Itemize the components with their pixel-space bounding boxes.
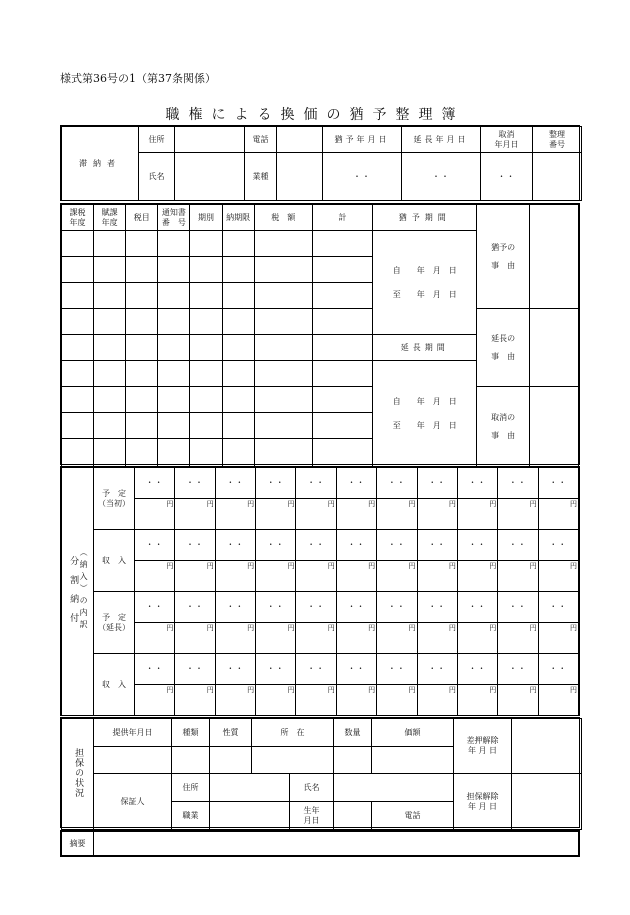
cancel-reason-label: 取消の 事 由 bbox=[477, 387, 529, 467]
installment-amount-cell[interactable]: 円 bbox=[215, 623, 255, 654]
tax-cell[interactable] bbox=[190, 439, 222, 467]
installment-date-cell[interactable]: ・・ bbox=[377, 530, 417, 561]
installment-date-cell[interactable]: ・・ bbox=[135, 654, 175, 685]
form-number: 様式第36号の1（第37条関係） bbox=[60, 72, 216, 85]
guarantor-name-label: 氏名 bbox=[290, 774, 334, 802]
installment-amount-cell[interactable]: 円 bbox=[175, 685, 215, 716]
installment-date-cell[interactable]: ・・ bbox=[498, 468, 538, 499]
due-date-header: 納期限 bbox=[222, 205, 254, 231]
installment-type-label: 収 入 bbox=[94, 654, 135, 716]
deferral-reason-field[interactable] bbox=[529, 205, 578, 309]
installment-date-cell[interactable]: ・・ bbox=[175, 592, 215, 623]
tax-cell[interactable] bbox=[254, 283, 312, 309]
tax-cell[interactable] bbox=[126, 257, 158, 283]
tax-cell[interactable] bbox=[62, 283, 94, 309]
installment-date-cell[interactable]: ・・ bbox=[336, 654, 376, 685]
installment-row bbox=[62, 592, 579, 623]
installment-date-cell[interactable]: ・・ bbox=[377, 468, 417, 499]
tax-cell[interactable] bbox=[62, 387, 94, 413]
tax-cell[interactable] bbox=[312, 257, 372, 283]
business-field[interactable] bbox=[277, 153, 323, 201]
seizure-release-field[interactable] bbox=[512, 719, 582, 774]
installment-date-cell[interactable]: ・・ bbox=[498, 530, 538, 561]
tax-cell[interactable] bbox=[254, 413, 312, 439]
tax-cell[interactable] bbox=[126, 309, 158, 335]
offer-date-header: 提供年月日 bbox=[94, 719, 172, 747]
offer-date-field[interactable] bbox=[94, 747, 172, 774]
extension-reason-field[interactable] bbox=[529, 309, 578, 387]
installment-date-cell[interactable]: ・・ bbox=[296, 468, 336, 499]
tax-cell[interactable] bbox=[94, 257, 126, 283]
tax-cell[interactable] bbox=[222, 439, 254, 467]
birth-date-label: 生年 月日 bbox=[290, 802, 334, 830]
deferral-period-header: 猶予期間 bbox=[373, 205, 477, 231]
guarantor-address-label: 住所 bbox=[172, 774, 210, 802]
tax-cell[interactable] bbox=[94, 283, 126, 309]
remarks-section bbox=[60, 830, 580, 857]
installment-amount-cell[interactable]: 円 bbox=[377, 499, 417, 530]
installment-date-cell[interactable]: ・・ bbox=[498, 592, 538, 623]
tax-cell[interactable] bbox=[222, 335, 254, 361]
guarantor-name-field[interactable] bbox=[334, 774, 454, 802]
tax-item-header: 税目 bbox=[126, 205, 158, 231]
extension-reason-label: 延長の 事 由 bbox=[477, 309, 529, 387]
tax-cell[interactable] bbox=[126, 361, 158, 387]
installment-amount-cell[interactable]: 円 bbox=[377, 561, 417, 592]
phone-label: 電話 bbox=[245, 127, 277, 153]
tax-cell[interactable] bbox=[254, 231, 312, 257]
tax-cell[interactable] bbox=[254, 361, 312, 387]
tax-cell[interactable] bbox=[254, 439, 312, 467]
installment-amount-cell[interactable]: 円 bbox=[417, 561, 457, 592]
extension-period-label: 延長期間 bbox=[373, 335, 477, 361]
security-release-label: 担保解除 年 月 日 bbox=[454, 774, 512, 830]
installment-date-cell[interactable]: ・・ bbox=[215, 654, 255, 685]
installment-amount-cell[interactable]: 円 bbox=[256, 623, 296, 654]
installment-header: 期別 bbox=[190, 205, 222, 231]
installment-amount-cell[interactable]: 円 bbox=[538, 499, 578, 530]
collateral-side-label: 担保の状況 bbox=[62, 719, 94, 830]
cancel-reason-field[interactable] bbox=[529, 387, 578, 467]
remarks-label: 摘要 bbox=[62, 832, 94, 856]
tax-cell[interactable] bbox=[222, 257, 254, 283]
installment-amount-cell[interactable]: 円 bbox=[538, 623, 578, 654]
security-release-field[interactable] bbox=[512, 774, 582, 830]
defer-date-label: 猶予年月日 bbox=[323, 127, 402, 153]
installment-amount-cell[interactable]: 円 bbox=[336, 685, 376, 716]
tax-cell[interactable] bbox=[222, 361, 254, 387]
installment-amount-cell[interactable]: 円 bbox=[457, 623, 497, 654]
installment-row bbox=[62, 468, 579, 499]
installment-amount-cell[interactable]: 円 bbox=[336, 561, 376, 592]
tax-cell[interactable] bbox=[62, 413, 94, 439]
installment-date-cell[interactable]: ・・ bbox=[417, 592, 457, 623]
tax-cell[interactable] bbox=[94, 413, 126, 439]
tax-cell[interactable] bbox=[158, 413, 190, 439]
installment-amount-cell[interactable]: 円 bbox=[457, 685, 497, 716]
defer-date-field[interactable]: ・・ bbox=[323, 153, 402, 201]
business-label: 業種 bbox=[245, 153, 277, 201]
installment-amount-cell[interactable]: 円 bbox=[175, 561, 215, 592]
installment-date-cell[interactable]: ・・ bbox=[377, 654, 417, 685]
installment-date-cell[interactable]: ・・ bbox=[215, 592, 255, 623]
installment-date-cell[interactable]: ・・ bbox=[296, 530, 336, 561]
tax-cell[interactable] bbox=[126, 387, 158, 413]
installment-date-cell[interactable]: ・・ bbox=[538, 468, 578, 499]
tax-cell[interactable] bbox=[94, 387, 126, 413]
taxpayer-label: 滞納者 bbox=[62, 127, 139, 201]
tax-cell[interactable] bbox=[190, 413, 222, 439]
installment-amount-cell[interactable]: 円 bbox=[377, 623, 417, 654]
installment-date-cell[interactable]: ・・ bbox=[457, 530, 497, 561]
tax-cell[interactable] bbox=[62, 335, 94, 361]
tax-cell[interactable] bbox=[190, 257, 222, 283]
tax-cell[interactable] bbox=[254, 387, 312, 413]
installment-date-cell[interactable]: ・・ bbox=[296, 592, 336, 623]
tax-cell[interactable] bbox=[312, 283, 372, 309]
installment-date-cell[interactable]: ・・ bbox=[175, 654, 215, 685]
installment-row bbox=[62, 499, 579, 530]
reference-number-field[interactable] bbox=[533, 153, 582, 201]
installment-date-cell[interactable]: ・・ bbox=[417, 530, 457, 561]
tax-cell[interactable] bbox=[312, 413, 372, 439]
installment-side-sub-label: （納入）の内訳 bbox=[79, 548, 89, 632]
amount-header: 税 額 bbox=[254, 205, 312, 231]
installment-amount-cell[interactable]: 円 bbox=[498, 499, 538, 530]
installment-date-cell[interactable]: ・・ bbox=[538, 654, 578, 685]
installment-date-cell[interactable]: ・・ bbox=[175, 468, 215, 499]
quantity-field[interactable] bbox=[334, 747, 372, 774]
installment-amount-cell[interactable]: 円 bbox=[215, 499, 255, 530]
installment-date-cell[interactable]: ・・ bbox=[457, 592, 497, 623]
phone-field[interactable] bbox=[277, 127, 323, 153]
installment-date-cell[interactable]: ・・ bbox=[135, 592, 175, 623]
tax-cell[interactable] bbox=[158, 283, 190, 309]
installment-amount-cell[interactable]: 円 bbox=[135, 623, 175, 654]
installment-date-cell[interactable]: ・・ bbox=[135, 530, 175, 561]
installment-amount-cell[interactable]: 円 bbox=[417, 685, 457, 716]
location-header: 所 在 bbox=[252, 719, 334, 747]
tax-cell[interactable] bbox=[254, 335, 312, 361]
installment-amount-cell[interactable]: 円 bbox=[538, 685, 578, 716]
installment-amount-cell[interactable]: 円 bbox=[256, 499, 296, 530]
installment-date-cell[interactable]: ・・ bbox=[336, 530, 376, 561]
name-field[interactable] bbox=[175, 153, 245, 201]
tax-row bbox=[62, 309, 579, 335]
installment-type-label: 予 定 （延長） bbox=[94, 592, 135, 654]
installment-date-cell[interactable]: ・・ bbox=[417, 654, 457, 685]
tax-cell[interactable] bbox=[312, 335, 372, 361]
deferral-period-field[interactable]: 自 年 月 日 至 年 月 日 bbox=[373, 231, 477, 335]
tax-cell[interactable] bbox=[158, 361, 190, 387]
installment-amount-cell[interactable]: 円 bbox=[135, 685, 175, 716]
tax-cell[interactable] bbox=[62, 231, 94, 257]
tax-row bbox=[62, 387, 579, 413]
assessment-year-header: 賦課 年度 bbox=[94, 205, 126, 231]
extension-period-field[interactable]: 自 年 月 日 至 年 月 日 bbox=[373, 361, 477, 467]
installment-date-cell[interactable]: ・・ bbox=[336, 592, 376, 623]
kind-header: 種類 bbox=[172, 719, 210, 747]
tax-cell[interactable] bbox=[312, 309, 372, 335]
tax-cell[interactable] bbox=[158, 439, 190, 467]
installment-date-cell[interactable]: ・・ bbox=[175, 530, 215, 561]
installment-date-cell[interactable]: ・・ bbox=[256, 592, 296, 623]
tax-cell[interactable] bbox=[312, 231, 372, 257]
extension-date-field[interactable]: ・・ bbox=[402, 153, 481, 201]
reference-label: 整理 番号 bbox=[533, 127, 582, 153]
tax-cell[interactable] bbox=[222, 231, 254, 257]
installment-date-cell[interactable]: ・・ bbox=[215, 530, 255, 561]
installment-amount-cell[interactable]: 円 bbox=[296, 499, 336, 530]
tax-cell[interactable] bbox=[254, 309, 312, 335]
installment-amount-cell[interactable]: 円 bbox=[498, 561, 538, 592]
installment-date-cell[interactable]: ・・ bbox=[215, 468, 255, 499]
installment-date-cell[interactable]: ・・ bbox=[336, 468, 376, 499]
tax-detail-section bbox=[60, 203, 580, 465]
tax-cell[interactable] bbox=[62, 257, 94, 283]
installment-date-cell[interactable]: ・・ bbox=[538, 530, 578, 561]
tax-cell[interactable] bbox=[190, 335, 222, 361]
kind-field[interactable] bbox=[172, 747, 210, 774]
tax-cell[interactable] bbox=[126, 413, 158, 439]
tax-cell[interactable] bbox=[254, 257, 312, 283]
tax-cell[interactable] bbox=[158, 231, 190, 257]
installment-date-cell[interactable]: ・・ bbox=[377, 592, 417, 623]
tax-cell[interactable] bbox=[126, 439, 158, 467]
tax-cell[interactable] bbox=[94, 335, 126, 361]
installment-date-cell[interactable]: ・・ bbox=[538, 592, 578, 623]
nature-header: 性質 bbox=[210, 719, 252, 747]
cancel-date-field[interactable]: ・・ bbox=[481, 153, 533, 201]
installment-date-cell[interactable]: ・・ bbox=[256, 468, 296, 499]
installment-amount-cell[interactable]: 円 bbox=[377, 685, 417, 716]
occupation-label: 職業 bbox=[172, 802, 210, 830]
installment-row bbox=[62, 623, 579, 654]
guarantor-phone-label: 電話 bbox=[372, 802, 454, 830]
tax-cell[interactable] bbox=[126, 283, 158, 309]
installment-amount-cell[interactable]: 円 bbox=[135, 499, 175, 530]
seizure-release-label: 差押解除 年 月 日 bbox=[454, 719, 512, 774]
installment-type-label: 予 定 （当初） bbox=[94, 468, 135, 530]
installment-date-cell[interactable]: ・・ bbox=[498, 654, 538, 685]
installment-amount-cell[interactable]: 円 bbox=[296, 561, 336, 592]
tax-cell[interactable] bbox=[222, 387, 254, 413]
installment-amount-cell[interactable]: 円 bbox=[296, 685, 336, 716]
page-title: 職権による換価の猶予整理簿 bbox=[165, 107, 465, 123]
valuation-header: 価額 bbox=[372, 719, 454, 747]
installment-row bbox=[62, 685, 579, 716]
installment-amount-cell[interactable]: 円 bbox=[215, 561, 255, 592]
tax-cell[interactable] bbox=[94, 361, 126, 387]
tax-cell[interactable] bbox=[158, 387, 190, 413]
tax-cell[interactable] bbox=[62, 309, 94, 335]
guarantor-label: 保証人 bbox=[94, 774, 172, 830]
valuation-field[interactable] bbox=[372, 747, 454, 774]
tax-cell[interactable] bbox=[94, 439, 126, 467]
remarks-field[interactable] bbox=[94, 832, 579, 856]
tax-cell[interactable] bbox=[158, 335, 190, 361]
installment-amount-cell[interactable]: 円 bbox=[457, 499, 497, 530]
tax-cell[interactable] bbox=[158, 309, 190, 335]
extension-date-label: 延長年月日 bbox=[402, 127, 481, 153]
installment-amount-cell[interactable]: 円 bbox=[417, 623, 457, 654]
installment-amount-cell[interactable]: 円 bbox=[336, 499, 376, 530]
installment-date-cell[interactable]: ・・ bbox=[256, 530, 296, 561]
installment-amount-cell[interactable]: 円 bbox=[498, 623, 538, 654]
tax-cell[interactable] bbox=[222, 413, 254, 439]
tax-cell[interactable] bbox=[158, 257, 190, 283]
address-field[interactable] bbox=[175, 127, 245, 153]
quantity-header: 数量 bbox=[334, 719, 372, 747]
address-label: 住所 bbox=[139, 127, 175, 153]
installment-amount-cell[interactable]: 円 bbox=[457, 561, 497, 592]
tax-cell[interactable] bbox=[312, 361, 372, 387]
installment-date-cell[interactable]: ・・ bbox=[417, 468, 457, 499]
installment-amount-cell[interactable]: 円 bbox=[336, 623, 376, 654]
cancel-label: 取消 年月日 bbox=[481, 127, 533, 153]
installment-amount-cell[interactable]: 円 bbox=[417, 499, 457, 530]
collateral-section bbox=[60, 717, 580, 828]
total-header: 計 bbox=[312, 205, 372, 231]
tax-cell[interactable] bbox=[190, 309, 222, 335]
tax-cell[interactable] bbox=[62, 439, 94, 467]
installment-amount-cell[interactable]: 円 bbox=[256, 685, 296, 716]
installment-amount-cell[interactable]: 円 bbox=[135, 561, 175, 592]
installment-date-cell[interactable]: ・・ bbox=[296, 654, 336, 685]
installment-amount-cell[interactable]: 円 bbox=[538, 561, 578, 592]
tax-cell[interactable] bbox=[312, 439, 372, 467]
tax-cell[interactable] bbox=[62, 361, 94, 387]
notice-number-header: 通知書 番 号 bbox=[158, 205, 190, 231]
installment-date-cell[interactable]: ・・ bbox=[457, 468, 497, 499]
installment-row bbox=[62, 530, 579, 561]
installment-amount-cell[interactable]: 円 bbox=[498, 685, 538, 716]
installment-amount-cell[interactable]: 円 bbox=[215, 685, 255, 716]
tax-cell[interactable] bbox=[190, 231, 222, 257]
installment-amount-cell[interactable]: 円 bbox=[175, 499, 215, 530]
tax-cell[interactable] bbox=[190, 387, 222, 413]
tax-cell[interactable] bbox=[94, 231, 126, 257]
tax-cell[interactable] bbox=[222, 309, 254, 335]
occupation-field[interactable] bbox=[210, 802, 290, 830]
tax-cell[interactable] bbox=[190, 283, 222, 309]
guarantor-address-field[interactable] bbox=[210, 774, 290, 802]
installment-amount-cell[interactable]: 円 bbox=[296, 623, 336, 654]
deferral-reason-label: 猶予の 事 由 bbox=[477, 205, 529, 309]
tax-cell[interactable] bbox=[126, 231, 158, 257]
tax-cell[interactable] bbox=[94, 309, 126, 335]
nature-field[interactable] bbox=[210, 747, 252, 774]
installment-date-cell[interactable]: ・・ bbox=[256, 654, 296, 685]
installment-type-label: 収 入 bbox=[94, 530, 135, 592]
tax-cell[interactable] bbox=[312, 387, 372, 413]
installment-section bbox=[60, 466, 580, 716]
location-field[interactable] bbox=[252, 747, 334, 774]
installment-date-cell[interactable]: ・・ bbox=[457, 654, 497, 685]
tax-cell[interactable] bbox=[190, 361, 222, 387]
installment-amount-cell[interactable]: 円 bbox=[256, 561, 296, 592]
installment-row bbox=[62, 654, 579, 685]
installment-side-label: 分割納付（納入）の内訳 bbox=[62, 468, 94, 716]
taxpayer-section bbox=[60, 125, 580, 201]
tax-year-header: 課税 年度 bbox=[62, 205, 94, 231]
name-label: 氏名 bbox=[139, 153, 175, 201]
tax-cell[interactable] bbox=[126, 335, 158, 361]
installment-date-cell[interactable]: ・・ bbox=[135, 468, 175, 499]
installment-row bbox=[62, 561, 579, 592]
installment-amount-cell[interactable]: 円 bbox=[175, 623, 215, 654]
tax-cell[interactable] bbox=[222, 283, 254, 309]
birth-date-field[interactable] bbox=[334, 802, 372, 830]
